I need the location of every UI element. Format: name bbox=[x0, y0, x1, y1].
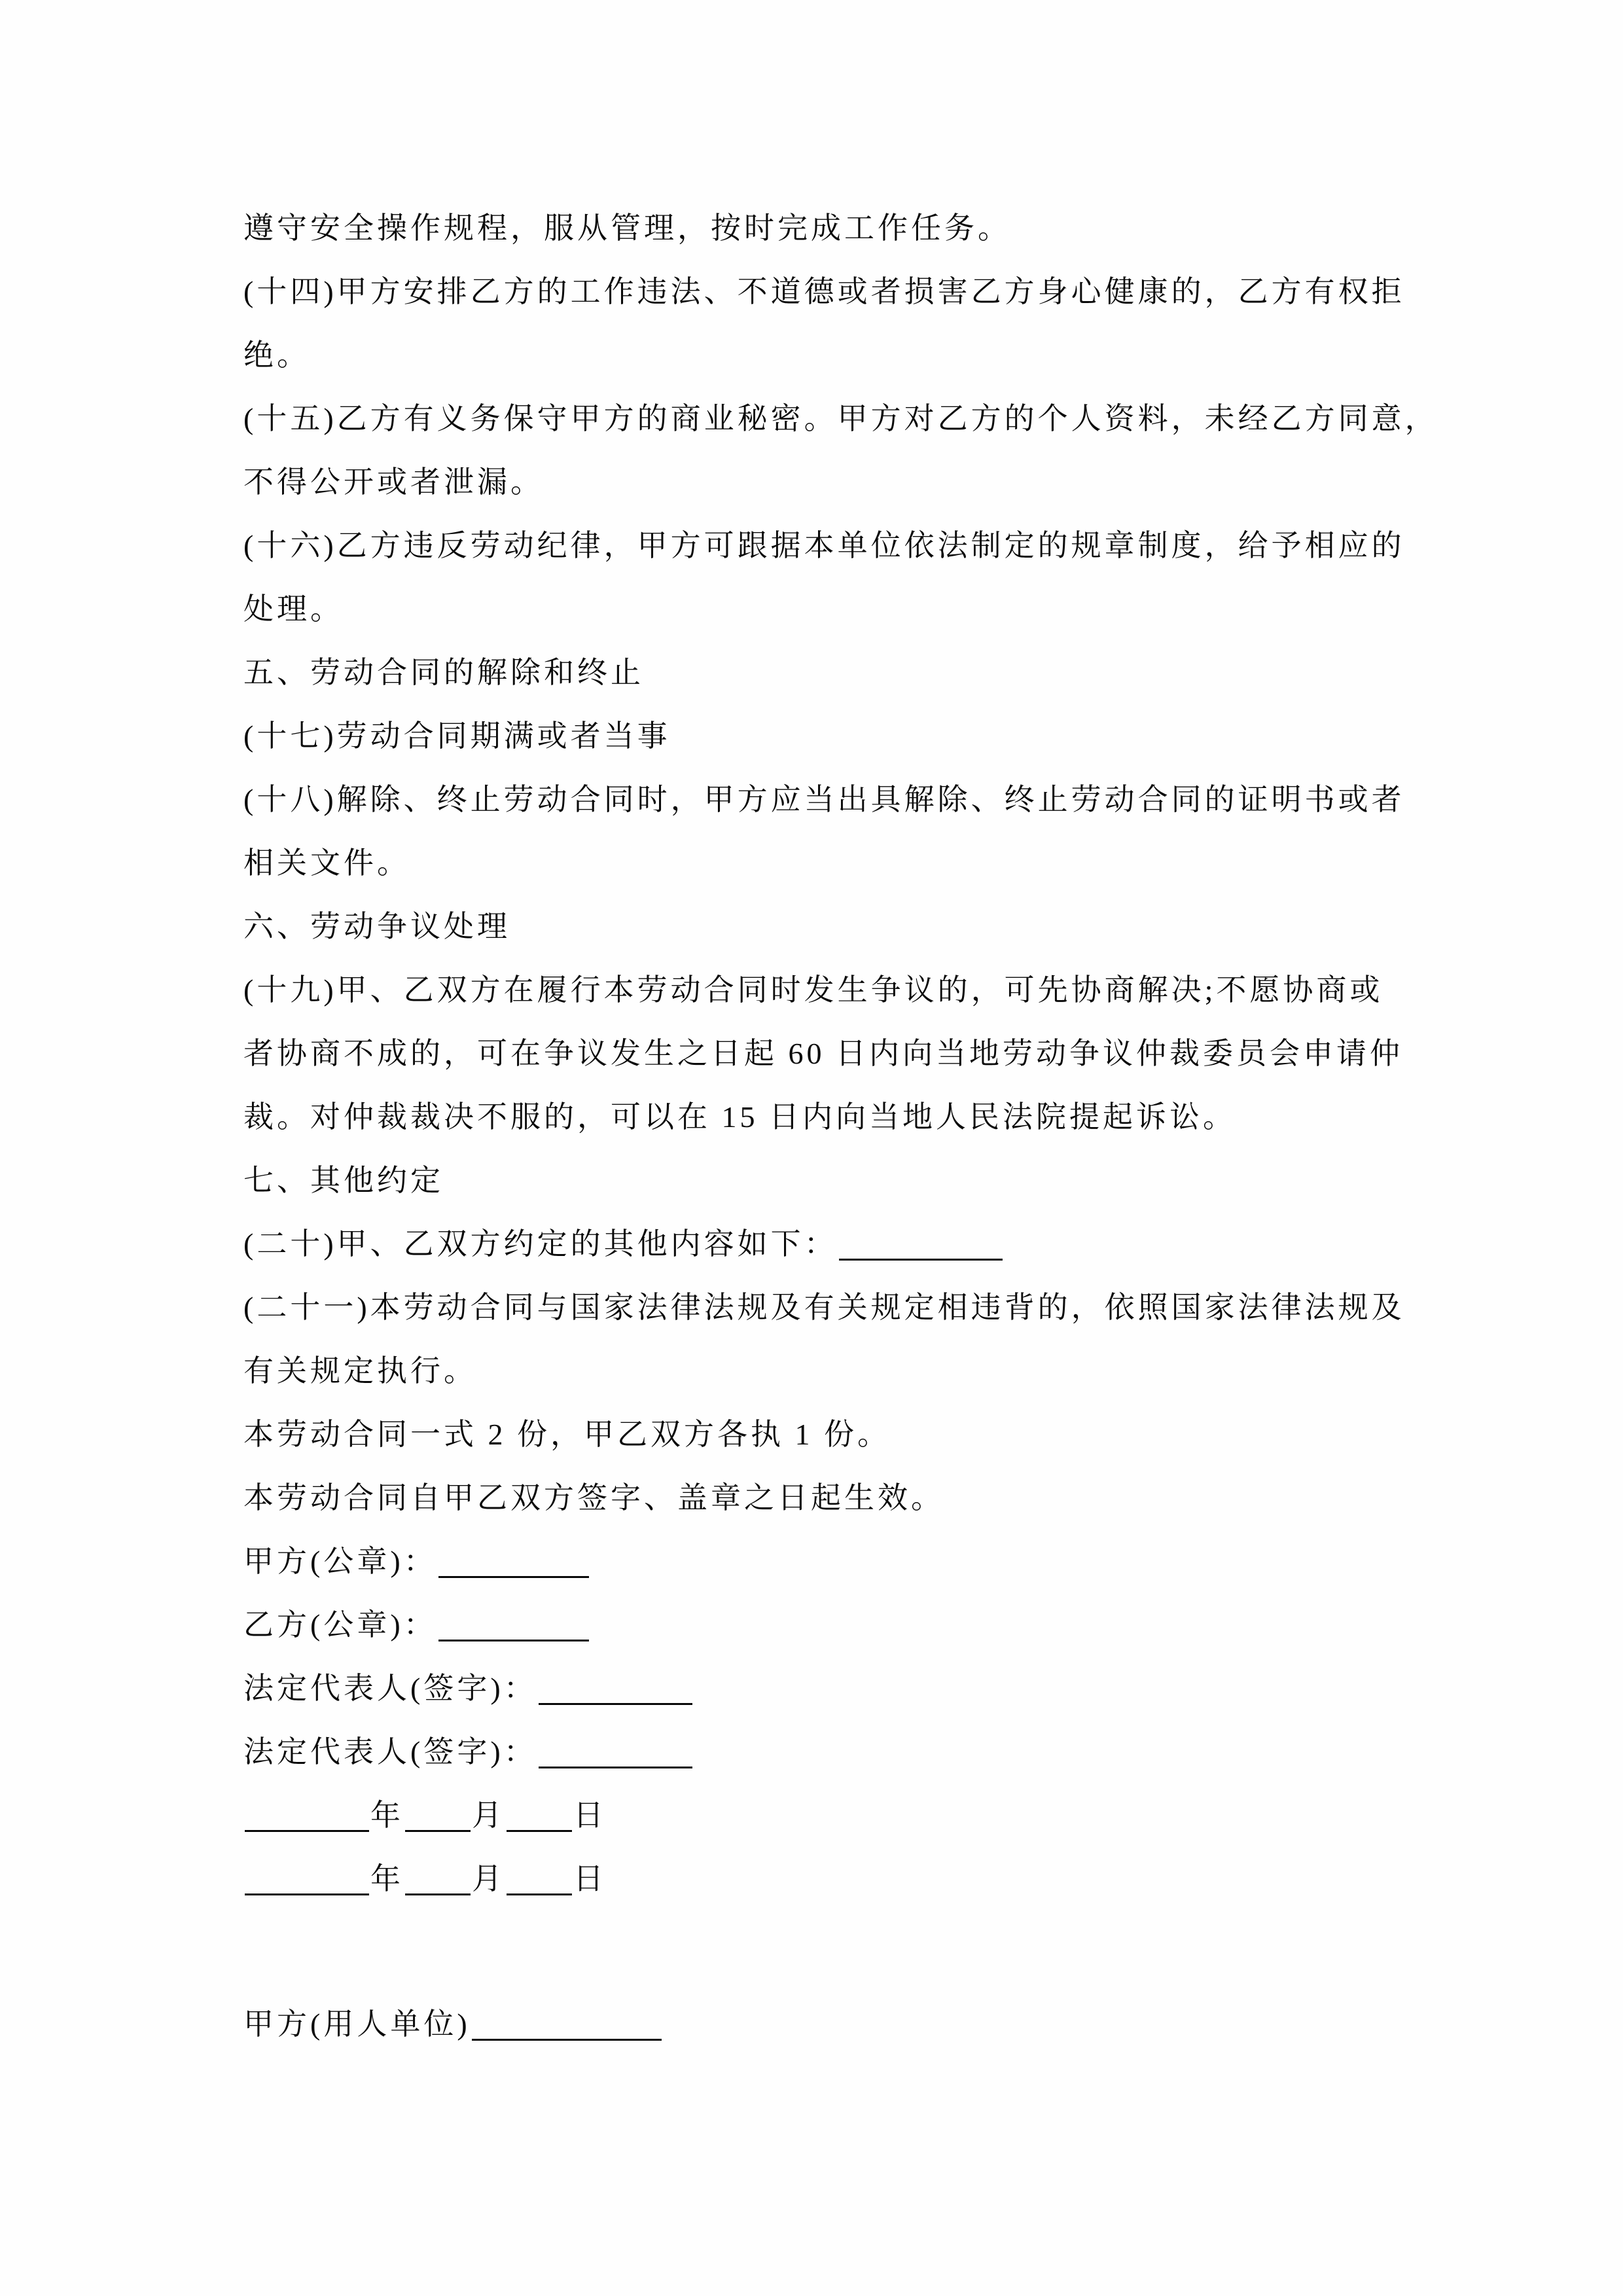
line-clause-18b bbox=[243, 831, 1395, 895]
text-run: 法定代表人(签字)： bbox=[243, 1735, 537, 1768]
text-run: 七、其他约定 bbox=[243, 1164, 444, 1197]
line-party-b-seal bbox=[243, 1593, 1395, 1657]
text-run: 五、劳动合同的解除和终止 bbox=[243, 656, 644, 689]
line-clause-19a bbox=[243, 958, 1395, 1022]
text-run: 甲方(用人单位) bbox=[243, 2007, 471, 2041]
text-run: 甲方(公章)： bbox=[243, 1545, 437, 1578]
fill-in-blank-line bbox=[507, 1867, 572, 1895]
fill-in-blank-line bbox=[839, 1232, 1003, 1261]
text-run: 年 bbox=[370, 1799, 404, 1832]
line-clause-17 bbox=[243, 704, 1395, 768]
text-run: 本劳动合同自甲乙双方签字、盖章之日起生效。 bbox=[243, 1481, 944, 1515]
fill-in-blank-line bbox=[472, 2013, 662, 2041]
line-clause-19b bbox=[243, 1022, 1403, 1085]
text-run: 相关文件。 bbox=[243, 846, 410, 880]
line-section-7 bbox=[243, 1149, 1395, 1212]
text-run: (十五)乙方有义务保守甲方的商业秘密。甲方对乙方的个人资料，未经乙方同意， bbox=[243, 402, 1438, 435]
fill-in-blank-line bbox=[245, 1867, 369, 1895]
text-run: (十六)乙方违反劳动纪律，甲方可跟据本单位依法制定的规章制度，给予相应的 bbox=[243, 529, 1405, 562]
text-run: 年 bbox=[370, 1862, 404, 1895]
line-date-2 bbox=[243, 1847, 1395, 1910]
fill-in-blank-line bbox=[405, 1804, 471, 1832]
line-legal-rep-2 bbox=[243, 1720, 1395, 1784]
text-run: 本劳动合同一式 2 份，甲乙双方各执 1 份。 bbox=[243, 1418, 891, 1451]
text-run: (十八)解除、终止劳动合同时，甲方应当出具解除、终止劳动合同的证明书或者 bbox=[243, 783, 1405, 816]
text-run: 不得公开或者泄漏。 bbox=[243, 465, 544, 499]
text-run: 遵守安全操作规程，服从管理，按时完成工作任务。 bbox=[243, 211, 1011, 245]
line-clause-16b bbox=[243, 577, 1395, 641]
fill-in-blank-line bbox=[245, 1804, 369, 1832]
text-run: 者协商不成的，可在争议发生之日起 60 日内向当地劳动争议仲裁委员会申请仲 bbox=[243, 1037, 1403, 1070]
line-date-1 bbox=[243, 1784, 1395, 1847]
line-section-6 bbox=[243, 895, 1395, 958]
line-section-5 bbox=[243, 641, 1395, 704]
line-legal-rep-1 bbox=[243, 1657, 1395, 1720]
line-clause-21a bbox=[243, 1276, 1405, 1339]
fill-in-blank-line bbox=[438, 1613, 589, 1641]
document-body bbox=[243, 196, 1438, 2056]
text-run: 处理。 bbox=[243, 592, 344, 626]
line-clause-15b bbox=[243, 450, 1395, 514]
line-clause-21b bbox=[243, 1339, 1395, 1403]
line-clause-14b bbox=[243, 323, 1395, 387]
line-clause-19c bbox=[243, 1085, 1395, 1149]
line-clause-16a bbox=[243, 514, 1405, 577]
fill-in-blank-line bbox=[438, 1550, 589, 1578]
text-run: (十四)甲方安排乙方的工作违法、不道德或者损害乙方身心健康的，乙方有权拒 bbox=[243, 275, 1405, 308]
line-party-a-seal bbox=[243, 1530, 1395, 1593]
text-run: (十九)甲、乙双方在履行本劳动合同时发生争议的，可先协商解决;不愿协商或 bbox=[243, 973, 1383, 1007]
text-run: 绝。 bbox=[243, 338, 310, 372]
text-run: 六、劳动争议处理 bbox=[243, 910, 510, 943]
line-clause-15a bbox=[243, 387, 1438, 450]
line-party-a-employer bbox=[243, 1992, 1395, 2056]
fill-in-blank-line bbox=[539, 1677, 692, 1705]
text-run: (二十)甲、乙双方约定的其他内容如下： bbox=[243, 1227, 838, 1261]
text-run: 月 bbox=[472, 1799, 505, 1832]
text-run: 有关规定执行。 bbox=[243, 1354, 477, 1388]
line-clause-20 bbox=[243, 1212, 1395, 1276]
line-spacer bbox=[243, 1910, 1395, 1992]
text-run: (十七)劳动合同期满或者当事 bbox=[243, 719, 671, 753]
line-copies bbox=[243, 1403, 1395, 1466]
text-run: 日 bbox=[573, 1799, 607, 1832]
text-run: (二十一)本劳动合同与国家法律法规及有关规定相违背的，依照国家法律法规及 bbox=[243, 1291, 1405, 1324]
text-run: 裁。对仲裁裁决不服的，可以在 15 日内向当地人民法院提起诉讼。 bbox=[243, 1100, 1236, 1134]
text-run: 月 bbox=[472, 1862, 505, 1895]
fill-in-blank-line bbox=[405, 1867, 471, 1895]
line-effective bbox=[243, 1466, 1395, 1530]
line-body-1 bbox=[243, 196, 1395, 260]
text-run: 法定代表人(签字)： bbox=[243, 1672, 537, 1705]
fill-in-blank-line bbox=[539, 1740, 692, 1768]
line-clause-14a bbox=[243, 260, 1405, 323]
text-run: 乙方(公章)： bbox=[243, 1608, 437, 1641]
fill-in-blank-line bbox=[507, 1804, 572, 1832]
line-clause-18a bbox=[243, 768, 1405, 831]
text-run: 日 bbox=[573, 1862, 607, 1895]
